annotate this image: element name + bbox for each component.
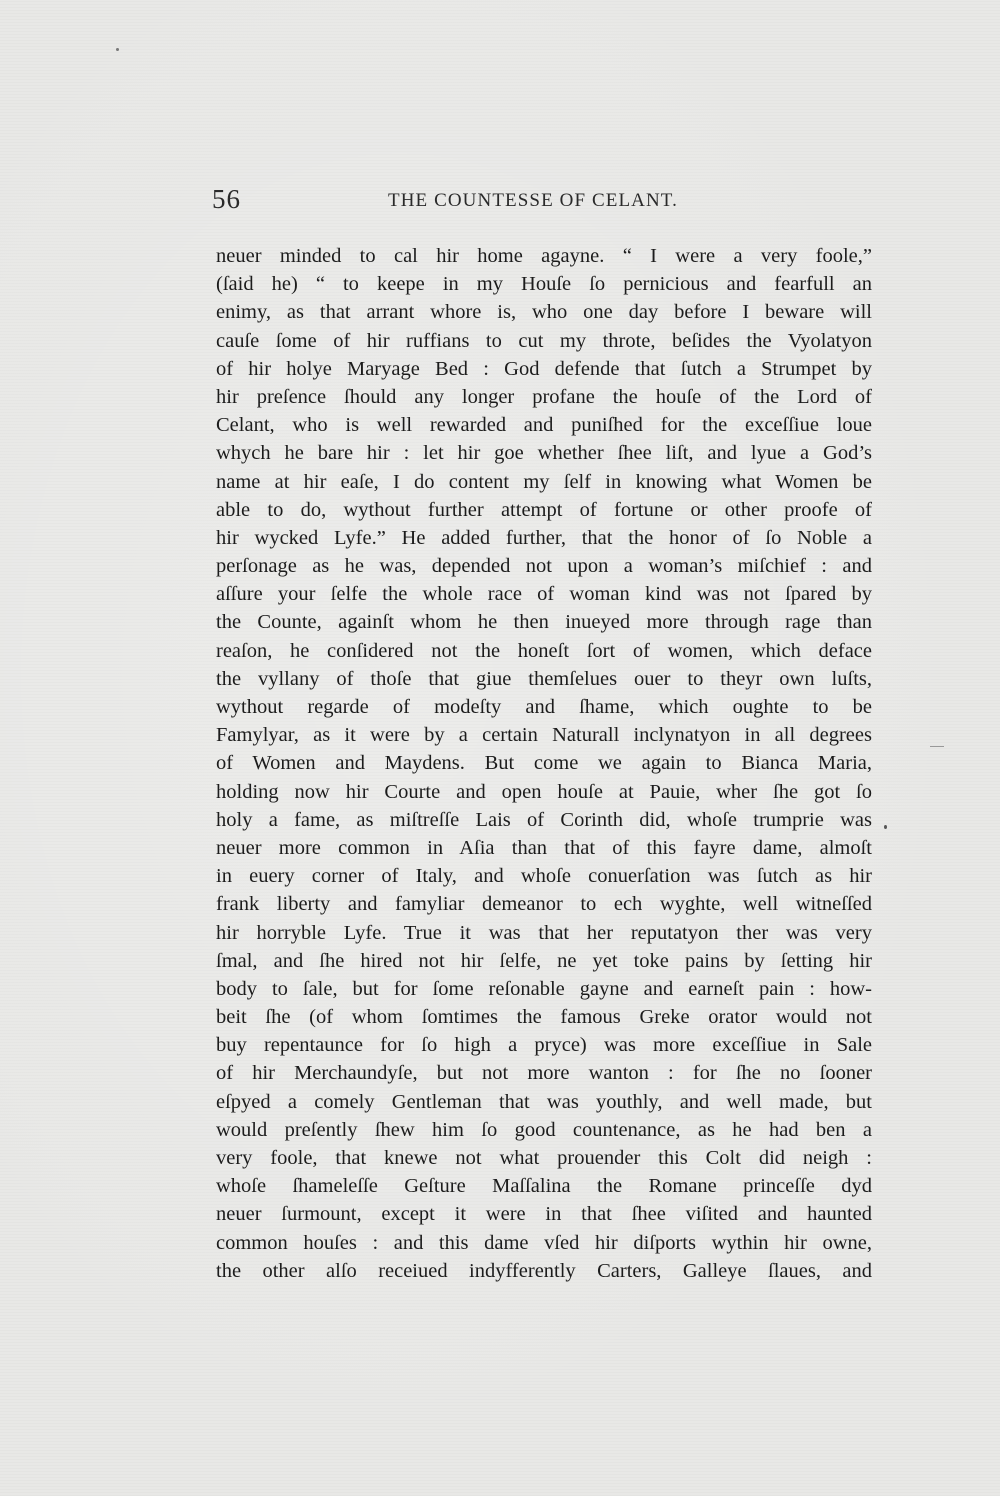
text-line: hir preſence ſhould any longer profane the houſe of the Lord of <box>216 385 872 408</box>
text-line: of hir holye Maryage Bed : God defende that ſutch a Strumpet by <box>216 357 872 380</box>
text-line: body to ſale, but for ſome reſonable gayne and earneſt pain : how- <box>216 977 872 1000</box>
text-line: the Counte, againſt whom he then inueyed more through rage than <box>216 611 872 634</box>
text-line: holding now hir Courte and open houſe at Pauie, wher ſhe got ſo <box>216 780 872 803</box>
text-line: ſmal, and ſhe hired not hir ſelfe, ne yet toke pains by ſetting hir <box>216 949 872 972</box>
text-line: hir wycked Lyfe.” He added further, that the honor of ſo Noble a <box>216 526 872 549</box>
text-line: of Women and Maydens. But come we again to Bianca Maria, <box>216 752 872 775</box>
text-line: (ſaid he) “ to keepe in my Houſe ſo pernicious and fearfull an <box>216 273 872 296</box>
text-line: the vyllany of thoſe that giue themſelues ouer to theyr own luſts, <box>216 667 872 690</box>
text-line: whych he bare hir : let hir goe whether ſhee liſt, and lyue a God’s <box>216 442 872 465</box>
text-line: in euery corner of Italy, and whoſe conuerſation was ſutch as hir <box>216 865 872 888</box>
text-line: cauſe ſome of hir ruffians to cut my throte, beſides the Vyolatyon <box>216 329 872 352</box>
text-line: Celant, who is well rewarded and puniſhed for the exceſſiue loue <box>216 414 872 437</box>
text-line: enimy, as that arrant whore is, who one day before I beware will <box>216 301 872 324</box>
text-line: name at hir eaſe, I do content my ſelf in knowing what Women be <box>216 470 872 493</box>
text-line: frank liberty and famyliar demeanor to ech wyghte, well witneſſed <box>216 893 872 916</box>
text-line: very foole, that knewe not what prouender this Colt did neigh : <box>216 1147 872 1169</box>
running-head: THE COUNTESSE OF CELANT. <box>388 190 678 211</box>
text-line: perſonage as he was, depended not upon a woman’s miſchief : and <box>216 555 872 578</box>
text-line: whoſe ſhameleſſe Geſture Maſſalina the Romane princeſſe dyd <box>216 1175 872 1198</box>
text-line: would preſently ſhew him ſo good countenance, as he had ben a <box>216 1118 872 1141</box>
text-line: common houſes : and this dame vſed hir diſports wythin hir owne, <box>216 1231 872 1254</box>
text-line: aſſure your ſelfe the whole race of woman kind was not ſpared by <box>216 583 872 606</box>
text-line: wythout regarde of modeſty and ſhame, which oughte to be <box>216 696 872 718</box>
page-number: 56 <box>212 184 241 214</box>
text-line: neuer more common in Aſia than that of this fayre dame, almoſt <box>216 836 872 859</box>
text-line: Famylyar, as it were by a certain Naturall inclynatyon in all degrees <box>216 724 872 747</box>
text-line: the other alſo receiued indyfferently Carters, Galleye ſlaues, and <box>216 1259 872 1282</box>
body-text <box>216 242 872 1285</box>
margin-dot <box>884 825 887 829</box>
text-line: buy repentaunce for ſo high a pryce) was more exceſſiue in Sale <box>216 1034 872 1057</box>
text-line: holy a fame, as miſtreſſe Lais of Corinth did, whoſe trumprie was <box>216 808 872 831</box>
text-line: able to do, wythout further attempt of fortune or other proofe of <box>216 498 872 521</box>
margin-mark <box>930 746 944 747</box>
text-line: beit ſhe (of whom ſomtimes the famous Greke orator would not <box>216 1006 872 1029</box>
text-line: hir horryble Lyfe. True it was that her reputatyon ther was very <box>216 921 872 944</box>
text-line: of hir Merchaundyſe, but not more wanton : for ſhe no ſooner <box>216 1062 872 1085</box>
text-line: reaſon, he conſidered not the honeſt ſort of women, which deface <box>216 639 872 662</box>
text-line: neuer minded to cal hir home agayne. “ I were a very foole,” <box>216 245 872 267</box>
paper-speck <box>116 48 119 51</box>
text-line: neuer ſurmount, except it were in that ſhee viſited and haunted <box>216 1203 872 1226</box>
text-line: eſpyed a comely Gentleman that was youthly, and well made, but <box>216 1090 872 1113</box>
